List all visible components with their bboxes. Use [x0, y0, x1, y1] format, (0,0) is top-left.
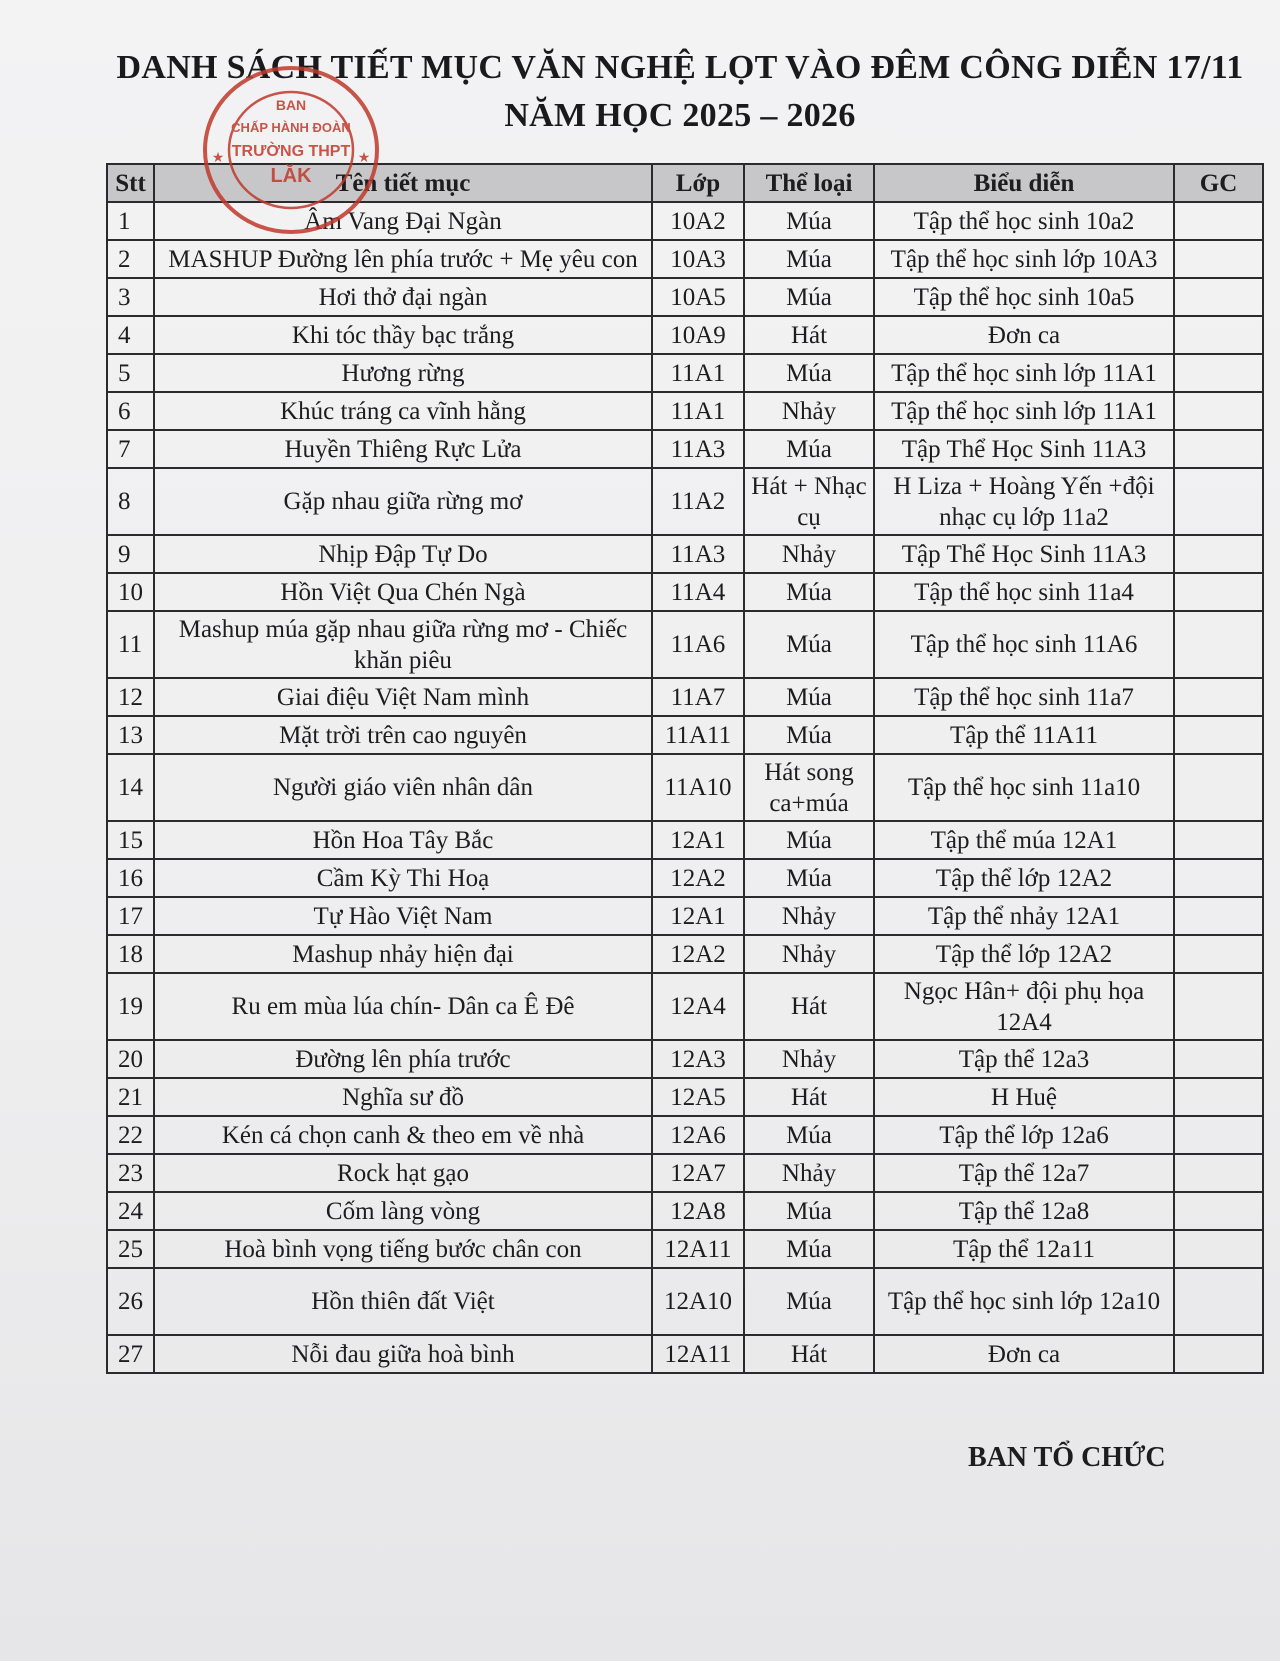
cell-class: 12A2 [652, 935, 744, 973]
header-stt: Stt [107, 164, 154, 202]
cell-note [1174, 611, 1263, 678]
table-row [107, 1078, 1263, 1116]
cell-name: Hoà bình vọng tiếng bước chân con [154, 1230, 652, 1268]
organizer-signature: BAN TỔ CHỨC [968, 1442, 1166, 1473]
cell-class: 12A5 [652, 1078, 744, 1116]
cell-stt: 9 [107, 535, 154, 573]
title-line-1: DANH SÁCH TIẾT MỤC VĂN NGHỆ LỌT VÀO ĐÊM CÔNG DIỄN 17/11 [116, 49, 1244, 86]
cell-name: Nghĩa sư đồ [154, 1078, 652, 1116]
cell-genre: Múa [744, 716, 874, 754]
cell-performer: Tập thể nhảy 12A1 [874, 897, 1174, 935]
cell-note [1174, 1192, 1263, 1230]
cell-performer: Tập thể 12a7 [874, 1154, 1174, 1192]
cell-name: Hồn Hoa Tây Bắc [154, 821, 652, 859]
svg-text:BAN: BAN [275, 97, 307, 113]
cell-genre: Múa [744, 573, 874, 611]
cell-class: 11A1 [652, 392, 744, 430]
cell-performer: Tập thể 12a3 [874, 1040, 1174, 1078]
cell-performer: Tập Thể Học Sinh 11A3 [874, 535, 1174, 573]
cell-note [1174, 354, 1263, 392]
cell-stt: 6 [107, 392, 154, 430]
table-row [107, 1154, 1263, 1192]
table-row [107, 354, 1263, 392]
cell-stt: 24 [107, 1192, 154, 1230]
cell-note [1174, 1116, 1263, 1154]
table-row [107, 1040, 1263, 1078]
cell-stt: 2 [107, 240, 154, 278]
cell-name: Huyền Thiêng Rực Lửa [154, 430, 652, 468]
cell-performer: Tập thể múa 12A1 [874, 821, 1174, 859]
cell-genre: Hát [744, 1335, 874, 1373]
cell-name: MASHUP Đường lên phía trước + Mẹ yêu con [154, 240, 652, 278]
cell-stt: 16 [107, 859, 154, 897]
cell-performer: Tập thể học sinh 11a10 [874, 754, 1174, 821]
cell-performer: Tập thể học sinh 10a2 [874, 202, 1174, 240]
table-row [107, 1335, 1263, 1373]
cell-note [1174, 1078, 1263, 1116]
svg-text:TRƯỜNG THPT: TRƯỜNG THPT [231, 143, 351, 160]
cell-performer: Tập thể lớp 12A2 [874, 859, 1174, 897]
cell-class: 12A1 [652, 897, 744, 935]
cell-class: 10A3 [652, 240, 744, 278]
svg-text:LĂK: LĂK [270, 165, 312, 187]
organization-stamp [196, 58, 386, 242]
title-line-2: NĂM HỌC 2025 – 2026 [504, 97, 856, 134]
cell-note [1174, 821, 1263, 859]
cell-class: 12A11 [652, 1230, 744, 1268]
cell-genre: Múa [744, 1116, 874, 1154]
cell-note [1174, 754, 1263, 821]
cell-genre: Hát [744, 973, 874, 1040]
cell-class: 12A6 [652, 1116, 744, 1154]
table-row [107, 1230, 1263, 1268]
cell-class: 12A2 [652, 859, 744, 897]
cell-class: 11A10 [652, 754, 744, 821]
svg-text:CHẤP HÀNH ĐOÀN: CHẤP HÀNH ĐOÀN [231, 120, 351, 135]
cell-stt: 14 [107, 754, 154, 821]
cell-genre: Múa [744, 859, 874, 897]
table-row [107, 935, 1263, 973]
table-row [107, 754, 1263, 821]
cell-genre: Múa [744, 821, 874, 859]
cell-class: 12A8 [652, 1192, 744, 1230]
table-row [107, 1116, 1263, 1154]
cell-genre: Nhảy [744, 897, 874, 935]
cell-class: 10A9 [652, 316, 744, 354]
cell-class: 12A10 [652, 1268, 744, 1335]
cell-class: 11A1 [652, 354, 744, 392]
cell-stt: 20 [107, 1040, 154, 1078]
cell-stt: 27 [107, 1335, 154, 1373]
cell-genre: Múa [744, 1268, 874, 1335]
cell-stt: 19 [107, 973, 154, 1040]
cell-performer: Tập thể học sinh lớp 11A1 [874, 392, 1174, 430]
cell-note [1174, 535, 1263, 573]
table-row [107, 611, 1263, 678]
performance-list-table [106, 163, 1262, 1374]
table-row [107, 973, 1263, 1040]
cell-class: 12A3 [652, 1040, 744, 1078]
cell-genre: Múa [744, 278, 874, 316]
cell-stt: 25 [107, 1230, 154, 1268]
table-row [107, 716, 1263, 754]
cell-name: Hơi thở đại ngàn [154, 278, 652, 316]
header-class: Lớp [652, 164, 744, 202]
cell-name: Tự Hào Việt Nam [154, 897, 652, 935]
table-row [107, 316, 1263, 354]
cell-class: 11A3 [652, 535, 744, 573]
cell-performer: Tập thể 12a8 [874, 1192, 1174, 1230]
table-row [107, 468, 1263, 535]
cell-name: Hồn Việt Qua Chén Ngà [154, 573, 652, 611]
cell-genre: Múa [744, 1230, 874, 1268]
cell-performer: Tập thể lớp 12a6 [874, 1116, 1174, 1154]
cell-stt: 15 [107, 821, 154, 859]
table-row [107, 535, 1263, 573]
cell-class: 12A7 [652, 1154, 744, 1192]
cell-note [1174, 1154, 1263, 1192]
table-row [107, 859, 1263, 897]
cell-performer: H Huệ [874, 1078, 1174, 1116]
cell-performer: Tập thể lớp 12A2 [874, 935, 1174, 973]
header-name: Tên tiết mục [154, 164, 652, 202]
cell-note [1174, 1230, 1263, 1268]
cell-performer: Tập thể 11A11 [874, 716, 1174, 754]
cell-name: Cốm làng vòng [154, 1192, 652, 1230]
cell-name: Người giáo viên nhân dân [154, 754, 652, 821]
table-row [107, 1192, 1263, 1230]
table-row [107, 1268, 1263, 1335]
cell-stt: 26 [107, 1268, 154, 1335]
cell-performer: Đơn ca [874, 1335, 1174, 1373]
cell-name: Đường lên phía trước [154, 1040, 652, 1078]
table-row [107, 678, 1263, 716]
cell-class: 11A4 [652, 573, 744, 611]
cell-note [1174, 897, 1263, 935]
cell-genre: Nhảy [744, 535, 874, 573]
cell-stt: 3 [107, 278, 154, 316]
cell-stt: 22 [107, 1116, 154, 1154]
cell-note [1174, 1040, 1263, 1078]
cell-name: Nhịp Đập Tự Do [154, 535, 652, 573]
header-genre: Thể loại [744, 164, 874, 202]
cell-stt: 17 [107, 897, 154, 935]
cell-genre: Hát + Nhạc cụ [744, 468, 874, 535]
table-row [107, 430, 1263, 468]
cell-name: Rock hạt gạo [154, 1154, 652, 1192]
cell-name: Khi tóc thầy bạc trắng [154, 316, 652, 354]
cell-stt: 5 [107, 354, 154, 392]
cell-class: 11A7 [652, 678, 744, 716]
cell-class: 10A5 [652, 278, 744, 316]
cell-name: Nỗi đau giữa hoà bình [154, 1335, 652, 1373]
cell-note [1174, 1268, 1263, 1335]
cell-stt: 1 [107, 202, 154, 240]
cell-class: 10A2 [652, 202, 744, 240]
cell-genre: Múa [744, 430, 874, 468]
table-row [107, 897, 1263, 935]
cell-name: Giai điệu Việt Nam mình [154, 678, 652, 716]
cell-name: Khúc tráng ca vĩnh hằng [154, 392, 652, 430]
header-performer: Biểu diễn [874, 164, 1174, 202]
cell-class: 11A2 [652, 468, 744, 535]
cell-note [1174, 316, 1263, 354]
cell-class: 12A11 [652, 1335, 744, 1373]
svg-text:★: ★ [211, 149, 225, 165]
cell-genre: Nhảy [744, 935, 874, 973]
cell-stt: 18 [107, 935, 154, 973]
cell-genre: Nhảy [744, 392, 874, 430]
cell-performer: Tập thể học sinh lớp 11A1 [874, 354, 1174, 392]
cell-stt: 11 [107, 611, 154, 678]
cell-note [1174, 278, 1263, 316]
table-body [107, 202, 1263, 1373]
cell-performer: Đơn ca [874, 316, 1174, 354]
cell-note [1174, 1335, 1263, 1373]
cell-class: 11A11 [652, 716, 744, 754]
svg-text:★: ★ [357, 149, 371, 165]
header-note: GC [1174, 164, 1263, 202]
cell-performer: Tập thể học sinh 11A6 [874, 611, 1174, 678]
table-row [107, 240, 1263, 278]
cell-name: Cầm Kỳ Thi Hoạ [154, 859, 652, 897]
cell-note [1174, 935, 1263, 973]
cell-stt: 8 [107, 468, 154, 535]
cell-class: 11A3 [652, 430, 744, 468]
cell-stt: 13 [107, 716, 154, 754]
cell-genre: Hát [744, 316, 874, 354]
cell-performer: Tập thể học sinh lớp 12a10 [874, 1268, 1174, 1335]
cell-performer: Tập thể học sinh 11a7 [874, 678, 1174, 716]
cell-name: Mashup nhảy hiện đại [154, 935, 652, 973]
cell-performer: H Liza + Hoàng Yến +đội nhạc cụ lớp 11a2 [874, 468, 1174, 535]
cell-note [1174, 859, 1263, 897]
cell-genre: Hát song ca+múa [744, 754, 874, 821]
cell-note [1174, 716, 1263, 754]
cell-stt: 23 [107, 1154, 154, 1192]
cell-note [1174, 973, 1263, 1040]
cell-name: Mashup múa gặp nhau giữa rừng mơ - Chiếc khăn piêu [154, 611, 652, 678]
cell-note [1174, 202, 1263, 240]
cell-genre: Múa [744, 240, 874, 278]
cell-note [1174, 573, 1263, 611]
cell-stt: 10 [107, 573, 154, 611]
cell-note [1174, 240, 1263, 278]
cell-note [1174, 468, 1263, 535]
cell-genre: Múa [744, 611, 874, 678]
cell-class: 12A1 [652, 821, 744, 859]
cell-genre: Hát [744, 1078, 874, 1116]
cell-genre: Múa [744, 354, 874, 392]
cell-performer: Tập thể 12a11 [874, 1230, 1174, 1268]
cell-stt: 21 [107, 1078, 154, 1116]
cell-note [1174, 392, 1263, 430]
cell-name: Hương rừng [154, 354, 652, 392]
cell-performer: Ngọc Hân+ đội phụ họa 12A4 [874, 973, 1174, 1040]
cell-note [1174, 430, 1263, 468]
cell-stt: 4 [107, 316, 154, 354]
cell-genre: Nhảy [744, 1154, 874, 1192]
cell-name: Kén cá chọn canh & theo em về nhà [154, 1116, 652, 1154]
cell-name: Gặp nhau giữa rừng mơ [154, 468, 652, 535]
cell-name: Hồn thiên đất Việt [154, 1268, 652, 1335]
cell-genre: Múa [744, 678, 874, 716]
cell-performer: Tập thể học sinh lớp 10A3 [874, 240, 1174, 278]
cell-genre: Múa [744, 202, 874, 240]
cell-class: 12A4 [652, 973, 744, 1040]
cell-name: Mặt trời trên cao nguyên [154, 716, 652, 754]
cell-name: Ru em mùa lúa chín- Dân ca Ê Đê [154, 973, 652, 1040]
cell-note [1174, 678, 1263, 716]
table-row [107, 278, 1263, 316]
table-row [107, 573, 1263, 611]
cell-class: 11A6 [652, 611, 744, 678]
cell-performer: Tập Thể Học Sinh 11A3 [874, 430, 1174, 468]
cell-performer: Tập thể học sinh 10a5 [874, 278, 1174, 316]
cell-name: Âm Vang Đại Ngàn [154, 202, 652, 240]
cell-genre: Múa [744, 1192, 874, 1230]
cell-stt: 7 [107, 430, 154, 468]
table-row [107, 821, 1263, 859]
cell-genre: Nhảy [744, 1040, 874, 1078]
cell-stt: 12 [107, 678, 154, 716]
table-row [107, 392, 1263, 430]
cell-performer: Tập thể học sinh 11a4 [874, 573, 1174, 611]
